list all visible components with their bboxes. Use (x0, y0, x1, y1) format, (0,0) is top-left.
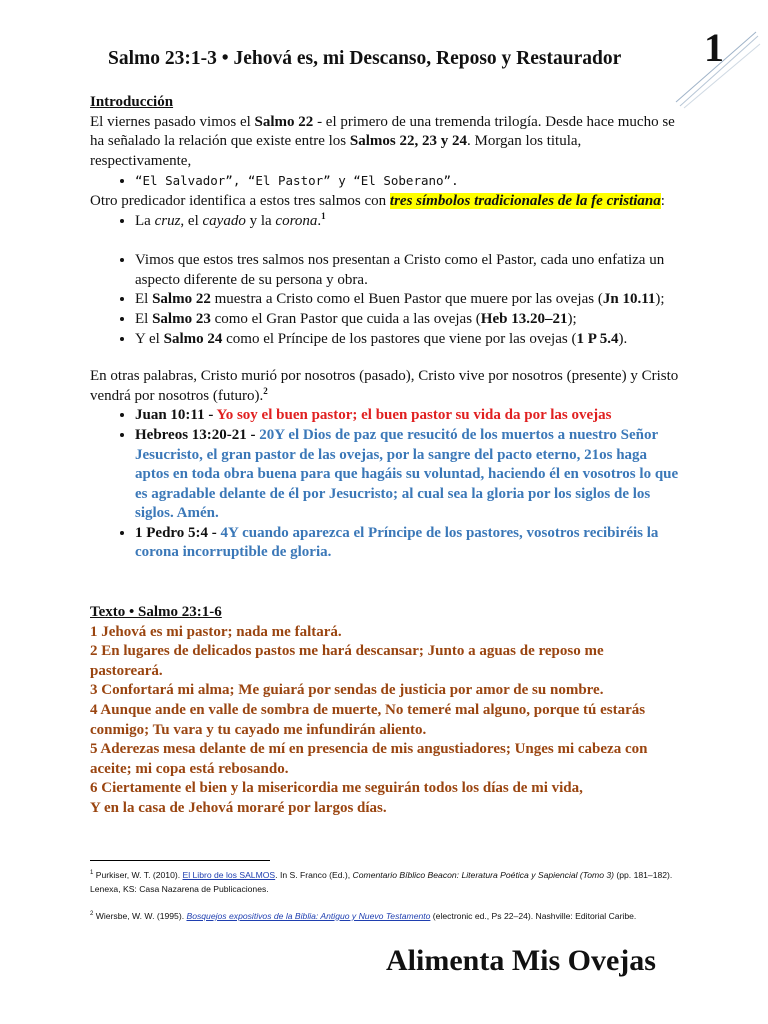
psalm-verse-6b: Y en la casa de Jehová moraré por largos días. (90, 800, 387, 816)
list-item: • El Salmo 23 como el Gran Pastor que cuida a las ovejas (Heb 13.20–21); (135, 310, 680, 330)
intro-paragraph-3: En otras palabras, Cristo murió por nosotros (pasado), Cristo vive por nosotros (presente) y Cristo vendrá por nosotros (futuro).$^2$ (90, 368, 679, 404)
psalm-verse-2: 2 En lugares de delicados pastos me hará descansar; Junto a aguas de reposo me pastoreará. (90, 643, 604, 679)
psalm-verse-5: 5 Aderezas mesa delante de mí en presencia de mis angustiadores; Unges mi cabeza con aceite; mi copa está rebosando. (90, 741, 648, 777)
footnote-2: $^2$ Wiersbe, W. W. (1995). Bosquejos expositivos de la Biblia: Antiguo y Nuevo Testamento (electronic ed., Ps 22–24). Nashville: Editorial Caribe. (90, 910, 637, 921)
intro-paragraph-2: Otro predicador identifica a estos tres salmos con tres símbolos tradicionales de la fe cristiana: (90, 192, 665, 209)
footnotes (90, 866, 682, 933)
footnote-ref-2: 2 (263, 385, 268, 396)
corner-decoration (672, 25, 762, 110)
scripture-ref-hebreos: • Hebreos 13:20-21 - 20Y el Dios de paz que resucitó de los muertos a nuestro Señor Jesucristo, el gran pastor de las ovejas, por la sangre del pacto eterno, 21os haga aptos en toda obra buena para que hagáis su voluntad, haciendo él en vosotros lo que es agradable delante de él por Jesucristo; al cual sea la gloria por los siglos de los siglos. Amén. (135, 426, 680, 524)
scripture-ref-pedro: • 1 Pedro 5:4 - 4Y cuando aparezca el Príncipe de los pastores, vosotros recibiréis la corona incorruptible de gloria. (135, 524, 680, 563)
psalm-verse-6a: 6 Ciertamente el bien y la misericordia me seguirán todos los días de mi vida, (90, 780, 583, 797)
section-heading-intro: Introducción (90, 94, 174, 110)
footnote-1: $^1$ Purkiser, W. T. (2010). El Libro de los SALMOS. In S. Franco (Ed.), Comentario Bíblico Beacon: Literatura Poética y Sapiencial (Tomo 3) (pp. 181–182). Lenexa, KS: Casa Nazarena de Publicaciones. (90, 869, 673, 895)
list-item-symbols: • La cruz, el cayado y la corona.$^1$ (135, 212, 680, 232)
footnote-ref-1: 1 (321, 210, 326, 221)
footer-title: Alimenta Mis Ovejas (386, 944, 656, 977)
section-heading-text: Texto • Salmo 23:1-6 (90, 604, 222, 621)
intro-paragraph-1: El viernes pasado vimos el Salmo 22 - el primero de una tremenda trilogía. Desde hace mucho se ha señalado la relación que existe entre los Salmos 22, 23 y 24. Morgan los titula, respectivamente, (90, 113, 675, 169)
list-item: • Y el Salmo 24 como el Príncipe de los pastores que viene por las ovejas (1 P 5.4). (135, 330, 680, 350)
document-body (90, 93, 680, 819)
psalm-verse-4: 4 Aunque ande en valle de sombra de muerte, No temeré mal alguno, porque tú estarás conmigo; Tu vara y tu cayado me infundirán aliento. (90, 702, 646, 738)
footnote-divider (90, 860, 270, 861)
psalm-verse-1: 1 Jehová es mi pastor; nada me faltará. (90, 623, 342, 640)
highlighted-text: tres símbolos tradicionales de la fe cristiana (389, 192, 661, 209)
list-item: • El Salmo 22 muestra a Cristo como el Buen Pastor que muere por las ovejas (Jn 10.11); (135, 290, 680, 310)
list-item: • Vimos que estos tres salmos nos presentan a Cristo como el Pastor, cada uno enfatiza un aspecto diferente de su persona y obra. (135, 251, 680, 290)
footnote-link-salmos[interactable]: El Libro de los SALMOS (182, 869, 276, 880)
page-number: 1 (704, 25, 724, 70)
page-title: Salmo 23:1-3 • Jehová es, mi Descanso, Reposo y Restaurador (108, 48, 622, 69)
footnote-link-bosquejos[interactable]: Bosquejos expositivos de la Biblia: Antiguo y Nuevo Testamento (186, 910, 431, 921)
psalm-verse-3: 3 Confortará mi alma; Me guiará por sendas de justicia por amor de su nombre. (90, 682, 604, 699)
scripture-ref-juan: • Juan 10:11 - Yo soy el buen pastor; el buen pastor su vida da por las ovejas (135, 406, 680, 426)
list-item-titles: • “El Salvador”, “El Pastor” y “El Soberano”. (135, 171, 680, 192)
